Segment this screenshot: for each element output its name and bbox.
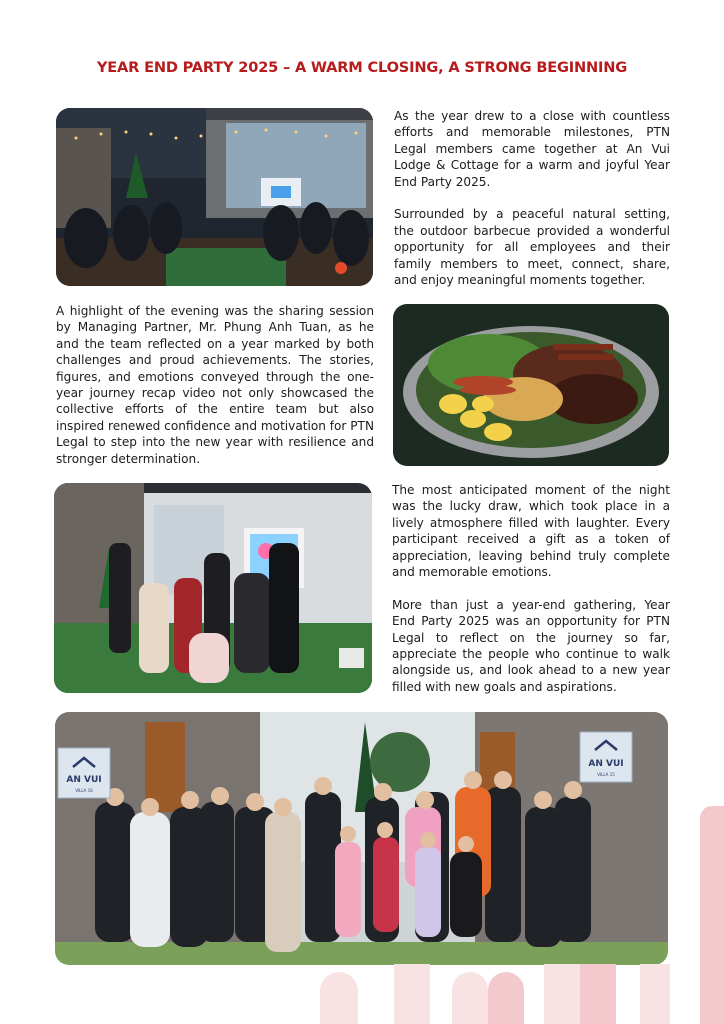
photo-lucky-draw	[54, 483, 372, 693]
lucky-draw-paragraph-2: More than just a year-end gathering, Year End Party 2025 was an opportunity for PTN Legal to reflect on the journey so far, appreciate the people who continue to walk alongside us, and look ahead to a new year filled with new goals and aspirations.	[392, 597, 670, 694]
deco-bar-5	[544, 964, 580, 1024]
photo-group	[55, 712, 668, 965]
deco-bar-4	[488, 972, 524, 1024]
page-title: YEAR END PARTY 2025 – A WARM CLOSING, A STRONG BEGINNING	[96, 59, 628, 76]
lucky-draw-text	[392, 482, 670, 695]
sign-left-sub: VILLA 16	[75, 788, 93, 793]
photo-barbecue-tray	[393, 304, 669, 466]
photo-outdoor-party	[56, 108, 373, 286]
highlight-paragraph-1: A highlight of the evening was the sharing session by Managing Partner, Mr. Phung Anh Tuan, as he and the team reflected on a year marked by both challenges and proud achievements. The stories, figures, and emotions conveyed through the one-year journey recap video not only showcased the collective efforts of the entire team but also inspired renewed confidence and motivation for PTN Legal to step into the new year with resilience and stronger determination.	[56, 304, 374, 466]
deco-bar-1	[320, 972, 358, 1024]
sign-right-name: AN VUI	[588, 759, 624, 769]
intro-paragraph-2: Surrounded by a peaceful natural setting, the outdoor barbecue provided a wonderful opportunity for all employees and their family members to meet, connect, share, and enjoy meaningful moments together.	[394, 207, 670, 288]
deco-bar-8	[700, 806, 724, 1024]
deco-bar-6	[580, 964, 616, 1024]
lucky-draw-paragraph-1: The most anticipated moment of the night was the lucky draw, which took place in a lively atmosphere filled with laughter. Every participant received a gift as a token of appreciation, leaving behind truly complete and memorable emotions.	[392, 483, 670, 580]
highlight-text	[56, 303, 374, 467]
sign-left-name: AN VUI	[66, 775, 102, 785]
deco-bar-3	[452, 972, 488, 1024]
intro-paragraph-1: As the year drew to a close with countless efforts and memorable milestones, PTN Legal members came together at An Vui Lodge & Cottage for a warm and joyful Year End Party 2025.	[394, 109, 670, 189]
deco-bar-2	[394, 964, 430, 1024]
deco-bar-7	[640, 964, 670, 1024]
intro-text	[394, 108, 670, 288]
sign-right-sub: VILLA 15	[597, 772, 615, 777]
